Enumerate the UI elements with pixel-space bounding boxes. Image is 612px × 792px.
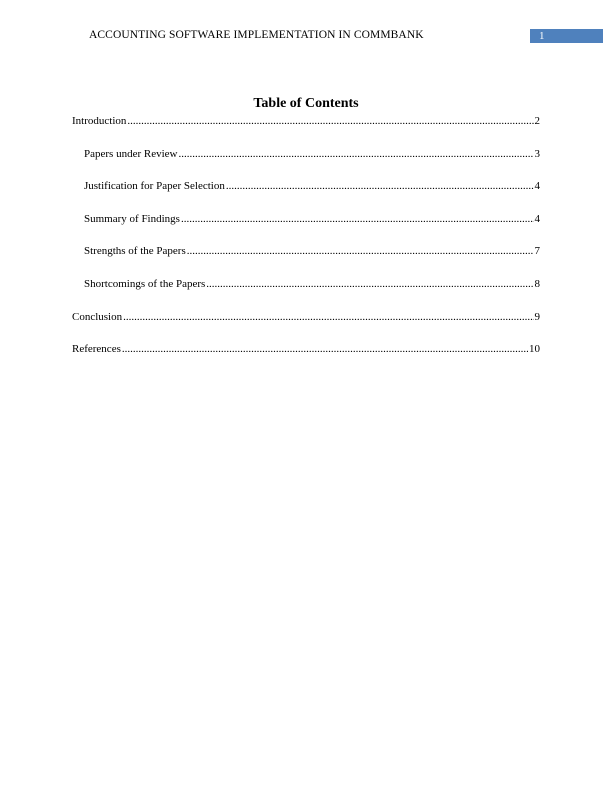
dot-leader (206, 277, 533, 291)
toc-entry-label: Shortcomings of the Papers (84, 278, 206, 290)
dot-leader (187, 244, 534, 258)
toc-entry-page: 10 (529, 343, 540, 355)
toc-entry-references[interactable] (72, 342, 540, 356)
toc-entry-label: Justification for Paper Selection (84, 180, 225, 192)
dot-leader (178, 147, 533, 161)
toc-entry-strengths[interactable] (84, 244, 540, 258)
toc-entry-label: Introduction (72, 115, 127, 127)
toc-entry-page: 2 (534, 115, 540, 127)
toc-entry-papers-under-review[interactable] (84, 147, 540, 161)
running-header: ACCOUNTING SOFTWARE IMPLEMENTATION IN COMMBANK (89, 29, 424, 41)
toc-entry-page: 4 (534, 180, 540, 192)
page-number-badge: 1 (530, 29, 603, 43)
dot-leader (226, 179, 534, 193)
dot-leader (127, 114, 533, 128)
toc-entry-conclusion[interactable] (72, 310, 540, 324)
toc-title: Table of Contents (253, 96, 359, 111)
toc-entry-page: 3 (534, 148, 540, 160)
toc-entry-page: 9 (534, 311, 540, 323)
toc-entry-page: 7 (534, 245, 540, 257)
dot-leader (122, 342, 528, 356)
toc-entry-page: 4 (534, 213, 540, 225)
toc-entry-label: Papers under Review (84, 148, 178, 160)
dot-leader (181, 212, 534, 226)
toc-entry-label: Summary of Findings (84, 213, 180, 225)
toc-entry-label: Strengths of the Papers (84, 245, 186, 257)
toc-entry-introduction[interactable] (72, 114, 540, 128)
toc-entry-label: References (72, 343, 121, 355)
toc-entry-page: 8 (534, 278, 540, 290)
dot-leader (123, 310, 533, 324)
toc-entry-summary-of-findings[interactable] (84, 212, 540, 226)
toc-entry-shortcomings[interactable] (84, 277, 540, 291)
toc-entry-justification[interactable] (84, 179, 540, 193)
toc-entry-label: Conclusion (72, 311, 123, 323)
